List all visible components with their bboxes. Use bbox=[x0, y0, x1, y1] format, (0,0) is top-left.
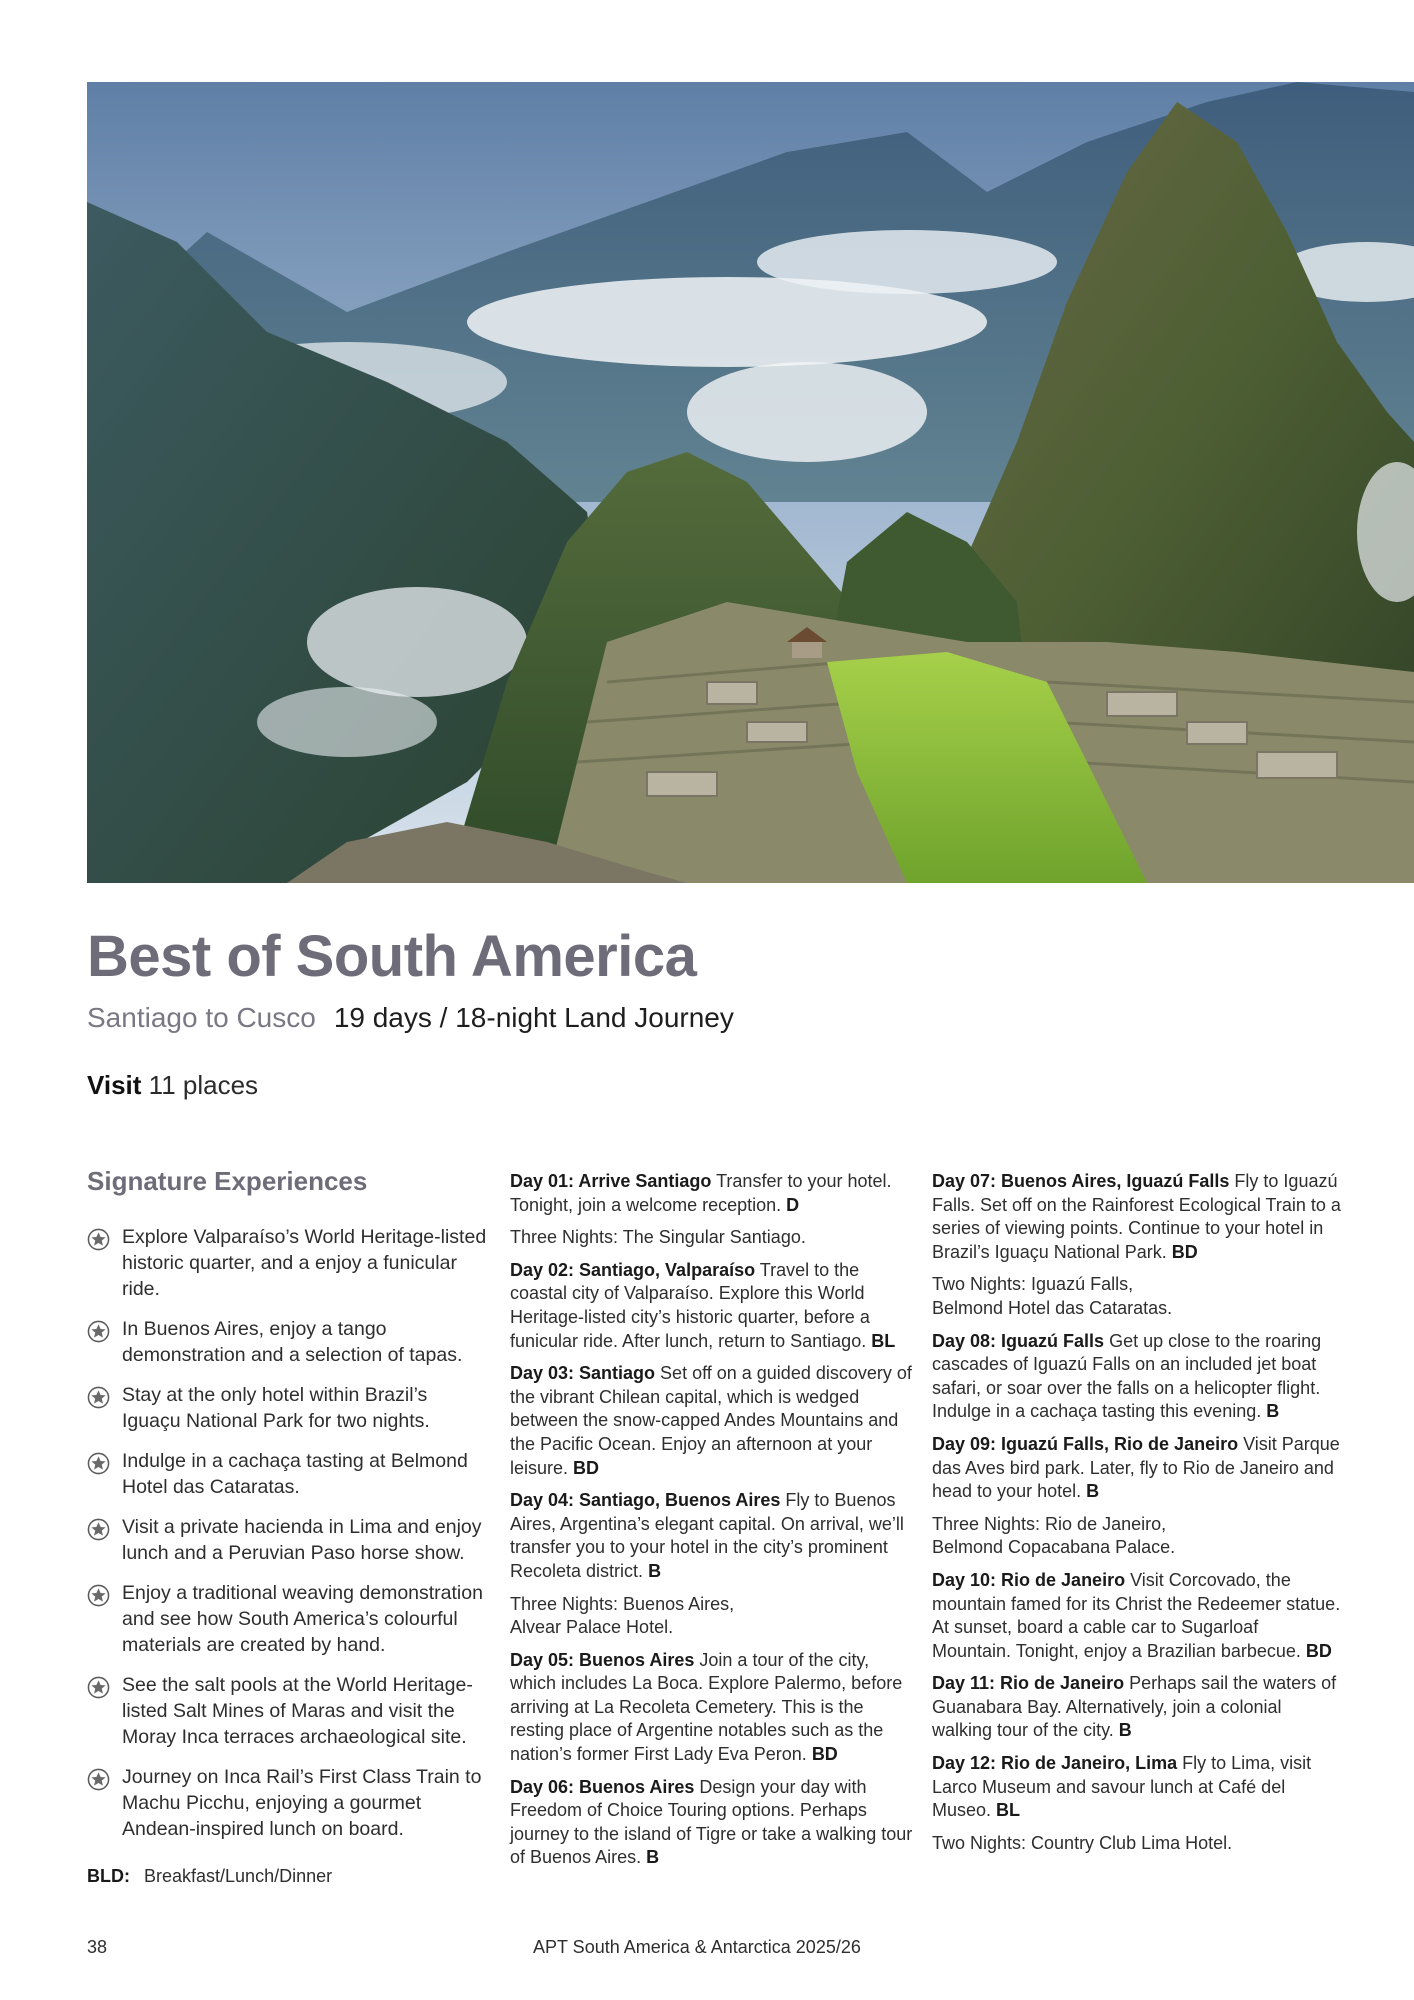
list-item: Explore Valparaíso’s World Heritage-listed historic quarter, and a enjoy a funicular ride. bbox=[87, 1224, 487, 1302]
itinerary-day: Day 02: Santiago, Valparaíso Travel to the coastal city of Valparaíso. Explore this World Heritage-listed city’s historic quarter, before a funicular ride. After lunch, return to Santiago. BL bbox=[510, 1259, 896, 1351]
meal-legend-value: Breakfast/Lunch/Dinner bbox=[144, 1866, 333, 1886]
star-badge-icon bbox=[87, 1584, 110, 1607]
itinerary-day: Day 06: Buenos Aires Design your day with Freedom of Choice Touring options. Perhaps journey to the island of Tigre or take a walking tour of Buenos Aires. B bbox=[510, 1776, 913, 1868]
list-item: Visit a private hacienda in Lima and enjoy lunch and a Peruvian Paso horse show. bbox=[87, 1514, 487, 1566]
accommodation-note: Three Nights: Buenos Aires, Alvear Palace Hotel. bbox=[510, 1593, 735, 1638]
star-badge-icon bbox=[87, 1320, 110, 1343]
list-item: Stay at the only hotel within Brazil’s Iguaçu National Park for two nights. bbox=[87, 1382, 487, 1434]
itinerary-day: Day 07: Buenos Aires, Iguazú Falls Fly to Iguazú Falls. Set off on the Rainforest Ecological Train to a series of viewing points. Continue to your hotel in Brazil’s Iguaçu National Park. BD bbox=[932, 1171, 1341, 1262]
visit-places bbox=[87, 1072, 258, 1098]
list-item: See the salt pools at the World Heritage-listed Salt Mines of Maras and visit the Moray Inca terraces archaeological site. bbox=[87, 1672, 487, 1750]
signature-heading: Signature Experiences bbox=[87, 1166, 368, 1196]
meal-legend-key: BLD: bbox=[87, 1866, 130, 1886]
itinerary-day: Day 09: Iguazú Falls, Rio de Janeiro Visit Parque das Aves bird park. Later, fly to Rio de Janeiro and head to your hotel. B bbox=[932, 1433, 1340, 1502]
star-badge-icon bbox=[87, 1228, 110, 1251]
accommodation-note: Two Nights: Country Club Lima Hotel. bbox=[932, 1832, 1233, 1853]
list-item: Journey on Inca Rail’s First Class Train to Machu Picchu, enjoying a gourmet Andean-inspired lunch on board. bbox=[87, 1764, 487, 1842]
itinerary-day: Day 08: Iguazú Falls Get up close to the roaring cascades of Iguazú Falls on an included jet boat safari, or soar over the falls on a helicopter flight. Indulge in a cachaça tasting this evening. B bbox=[932, 1330, 1322, 1422]
trip-route: Santiago to Cusco bbox=[87, 1002, 316, 1033]
itinerary-column-2 bbox=[932, 1170, 1342, 1864]
list-item: Enjoy a traditional weaving demonstration and see how South America’s colourful materials are created by hand. bbox=[87, 1580, 487, 1658]
trip-duration: 19 days / 18-night Land Journey bbox=[333, 1002, 734, 1033]
accommodation-note: Three Nights: The Singular Santiago. bbox=[510, 1227, 806, 1248]
signature-experiences bbox=[87, 1168, 487, 1856]
itinerary-day: Day 05: Buenos Aires Join a tour of the city, which includes La Boca. Explore Palermo, before arriving at La Recoleta Cemetery. This is the resting place of Argentine notables such as the nation’s former First Lady Eva Peron. BD bbox=[510, 1649, 903, 1765]
itinerary-day: Day 04: Santiago, Buenos Aires Fly to Buenos Aires, Argentina’s elegant capital. On arrival, we’ll transfer you to your hotel in the city’s prominent Recoleta district. B bbox=[510, 1490, 904, 1581]
itinerary-column-1 bbox=[510, 1170, 920, 1879]
hero-photo-illustration bbox=[87, 82, 1414, 883]
visit-label: Visit bbox=[87, 1070, 142, 1100]
star-badge-icon bbox=[87, 1518, 110, 1541]
star-badge-icon bbox=[87, 1452, 110, 1475]
itinerary-day: Day 01: Arrive Santiago Transfer to your hotel. Tonight, join a welcome reception. D bbox=[510, 1171, 892, 1215]
star-badge-icon bbox=[87, 1676, 110, 1699]
signature-list bbox=[87, 1224, 487, 1842]
list-item: In Buenos Aires, enjoy a tango demonstration and a selection of tapas. bbox=[87, 1316, 487, 1368]
page-number: 38 bbox=[87, 1937, 108, 1957]
publication-title: APT South America & Antarctica 2025/26 bbox=[533, 1937, 861, 1957]
itinerary-day: Day 11: Rio de Janeiro Perhaps sail the waters of Guanabara Bay. Alternatively, join a colonial walking tour of the city. B bbox=[932, 1673, 1337, 1741]
accommodation-note: Three Nights: Rio de Janeiro, Belmond Copacabana Palace. bbox=[932, 1513, 1176, 1558]
list-item: Indulge in a cachaça tasting at Belmond Hotel das Cataratas. bbox=[87, 1448, 487, 1500]
star-badge-icon bbox=[87, 1768, 110, 1791]
meal-legend bbox=[87, 1867, 332, 1885]
itinerary-day: Day 10: Rio de Janeiro Visit Corcovado, the mountain famed for its Christ the Redeemer statue. At sunset, board a cable car to Sugarloaf Mountain. Tonight, enjoy a Brazilian barbecue. BD bbox=[932, 1569, 1341, 1661]
trip-subtitle bbox=[87, 1004, 734, 1032]
hero-photo-machu-picchu bbox=[87, 82, 1414, 883]
star-badge-icon bbox=[87, 1386, 110, 1409]
itinerary-day: Day 12: Rio de Janeiro, Lima Fly to Lima, visit Larco Museum and savour lunch at Café del Museo. BL bbox=[932, 1753, 1312, 1821]
page-title: Best of South America bbox=[87, 924, 697, 989]
accommodation-note: Two Nights: Iguazú Falls, Belmond Hotel das Cataratas. bbox=[932, 1274, 1173, 1318]
visit-value: 11 places bbox=[148, 1070, 259, 1100]
itinerary-day: Day 03: Santiago Set off on a guided discovery of the vibrant Chilean capital, which is wedged between the snow-capped Andes Mountains and the Pacific Ocean. Enjoy an afternoon at your leisure. BD bbox=[510, 1363, 912, 1478]
